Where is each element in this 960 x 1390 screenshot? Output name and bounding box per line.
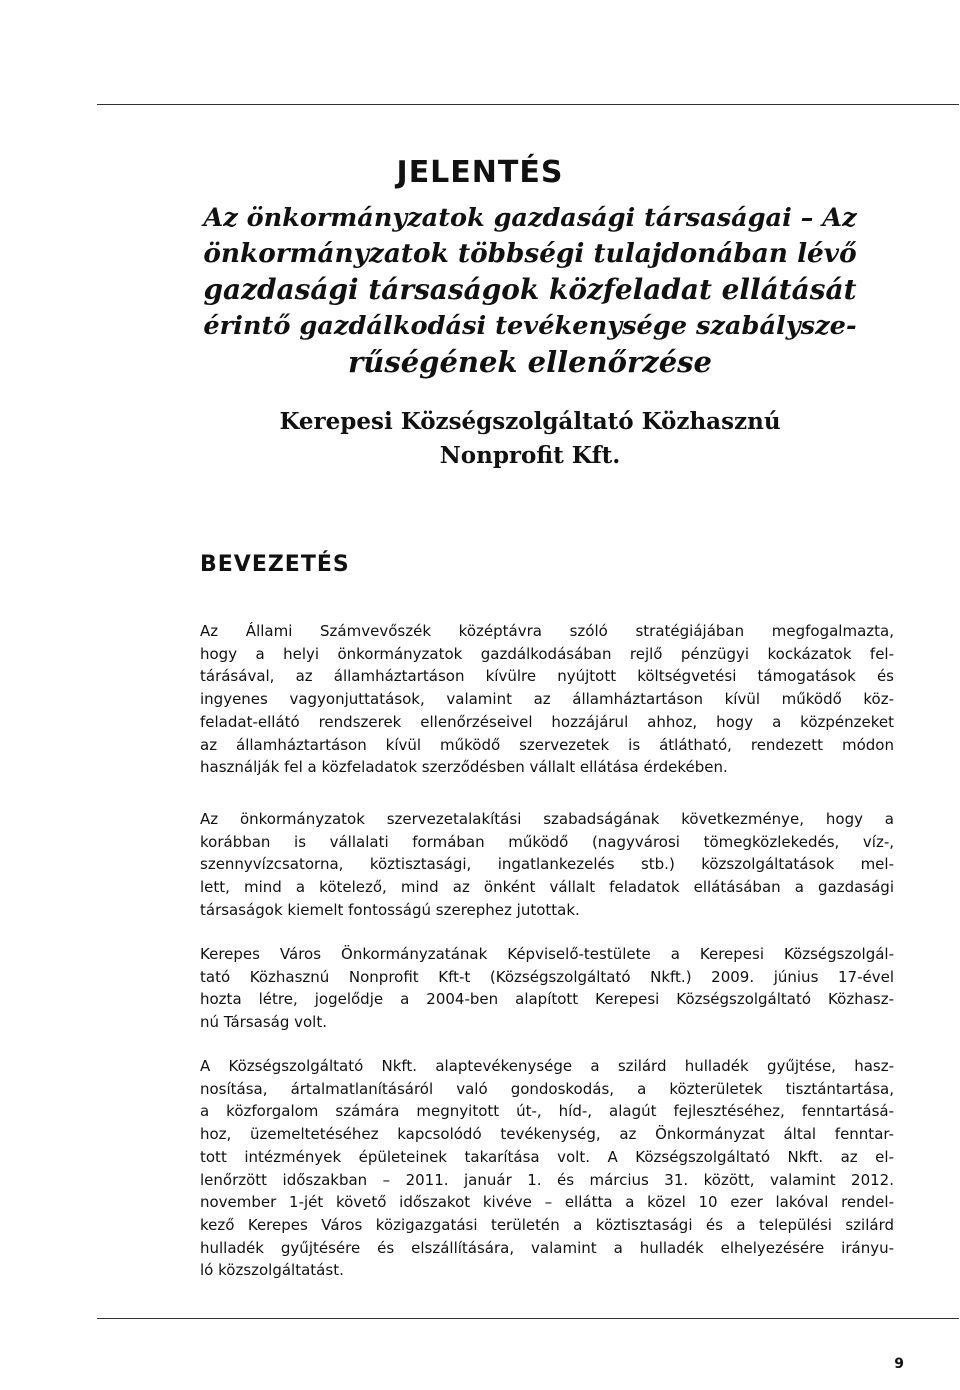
header-rule [97, 104, 959, 105]
report-title-line: önkormányzatok többségi tulajdonában lévő [203, 238, 857, 269]
paragraph-line: tató Közhasznú Nonprofit Kft-t (Községszolgáltató Nkft.) 2009. június 17-ével [200, 967, 894, 986]
paragraph-line: feladat-ellátó rendszerek ellenőrzéseivel hozzájárul ahhoz, hogy a közpénzeket [200, 712, 894, 731]
body-paragraph [200, 808, 894, 922]
paragraph-line: korábban is vállalati formában működő (nagyvárosi tömegközlekedés, víz-, [200, 832, 894, 851]
paragraph-line: használják fel a közfeladatok szerződésben vállalt ellátása érdekében. [200, 758, 728, 777]
paragraph-line: tott intézmények épületeinek takarítása volt. A Községszolgáltató Nkft. az el- [200, 1147, 894, 1166]
paragraph-line: társaságok kiemelt fontosságú szerephez jutottak. [200, 900, 580, 919]
body-paragraph [200, 943, 894, 1034]
paragraph-line: ingyenes vagyonjuttatások, valamint az államháztartáson kívül működő köz- [200, 690, 894, 709]
paragraph-line: lenőrzött időszakban – 2011. január 1. és március 31. között, valamint 2012. [200, 1170, 894, 1189]
paragraph-line: A Községszolgáltató Nkft. alaptevékenysége a szilárd hulladék gyűjtése, hasz- [200, 1057, 894, 1075]
paragraph-line: Az önkormányzatok szervezetalakítási szabadságának következménye, hogy a [200, 810, 894, 828]
paragraph-line: kező Kerepes Város közigazgatási területén a köztisztasági és a települési szilárd [200, 1215, 894, 1234]
paragraph-line: tárásával, az államháztartáson kívülre nyújtott költségvetési támogatások és [200, 667, 894, 686]
audited-entity-name [200, 405, 860, 473]
section-heading: BEVEZETÉS [200, 552, 350, 577]
paragraph-line: nosítása, ártalmatlanításáról való gondoskodás, a közterületek tisztántartása, [200, 1079, 894, 1098]
footer-rule [97, 1318, 959, 1319]
report-title-line: gazdasági társaságok közfeladat ellátását [203, 273, 857, 306]
paragraph-line: nú Társaság volt. [200, 1013, 327, 1032]
document-type-label: JELENTÉS [396, 155, 564, 190]
paragraph-line: hozta létre, jogelődje a 2004-ben alapított Kerepesi Községszolgáltató Közhasz- [200, 990, 894, 1009]
report-title [200, 200, 860, 380]
body-paragraph [200, 620, 894, 779]
audited-entity-line: Kerepesi Községszolgáltató Közhasznú [279, 408, 781, 435]
paragraph-line: a közforgalom számára megnyitott út-, híd-, alagút fejlesztéséhez, fenntartásá- [200, 1102, 894, 1121]
audited-entity-line: Nonprofit Kft. [439, 442, 621, 469]
paragraph-line: hogy a helyi önkormányzatok gazdálkodásában rejlő pénzügyi kockázatok fel- [200, 644, 894, 663]
paragraph-line: az államháztartáson kívül működő szervezetek is átlátható, rendezett módon [200, 735, 894, 754]
paragraph-line: hulladék gyűjtésére és elszállítására, valamint a hulladék elhelyezésére irányu- [200, 1238, 894, 1257]
body-paragraph [200, 1055, 894, 1282]
paragraph-line: ló közszolgáltatást. [200, 1261, 344, 1280]
paragraph-line: november 1-jét követő időszakot kivéve – ellátta a közel 10 ezer lakóval rendel- [200, 1193, 894, 1212]
paragraph-line: hoz, üzemeltetéséhez kapcsolódó tevékenység, az Önkormányzat által fenntar- [200, 1125, 894, 1144]
report-title-line: Az önkormányzatok gazdasági társaságai – Az [203, 203, 857, 233]
page-number: 9 [894, 1356, 904, 1372]
report-title-line: érintő gazdálkodási tevékenysége szabálysze- [203, 311, 857, 341]
paragraph-line: Kerepes Város Önkormányzatának Képviselő-testülete a Kerepesi Községszolgál- [200, 945, 894, 963]
report-title-line: rűségének ellenőrzése [348, 345, 712, 379]
paragraph-line: lett, mind a kötelező, mind az önként vállalt feladatok ellátásában a gazdasági [200, 878, 894, 897]
paragraph-line: Az Állami Számvevőszék középtávra szóló stratégiájában megfogalmazta, [200, 622, 894, 640]
paragraph-line: szennyvízcsatorna, köztisztasági, ingatlankezelés stb.) közszolgáltatások mel- [200, 855, 894, 874]
